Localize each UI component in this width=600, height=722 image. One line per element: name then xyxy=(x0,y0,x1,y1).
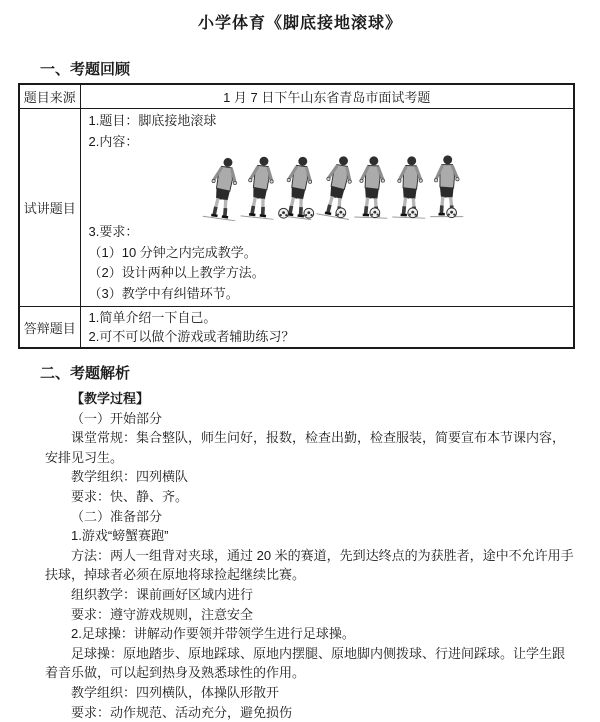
defense-question-2: 2.可不可以做个游戏或者辅助练习？ xyxy=(89,327,568,346)
table-row-source xyxy=(19,84,574,109)
analysis-paragraph: 要求：动作规范、活动充分，避免损伤 xyxy=(45,703,575,722)
analysis-paragraph: 要求：快、静、齐。 xyxy=(45,487,575,507)
analysis-paragraph: 课堂常规：集合整队，师生问好，报数，检查出勤，检查服装，简要宣布本节课内容，安排见习生。 xyxy=(45,428,575,467)
lecture-line-content: 2.内容： xyxy=(89,132,568,153)
row-label-lecture: 试讲题目 xyxy=(19,109,80,307)
soccer-ball-icon xyxy=(336,208,346,218)
analysis-body xyxy=(45,389,575,722)
analysis-paragraph: 2.足球操：讲解动作要领并带领学生进行足球操。 xyxy=(45,624,575,644)
soccer-ball-icon xyxy=(408,208,418,218)
section-heading-analysis: 二、考题解析 xyxy=(40,362,600,383)
analysis-paragraph: 教学组织：四列横队 xyxy=(45,467,575,487)
soccer-ball-icon xyxy=(304,208,314,218)
player-figure-icon xyxy=(240,155,279,219)
page-title: 小学体育《脚底接地滚球》 xyxy=(0,0,600,33)
table-row-defense xyxy=(19,307,574,349)
lecture-requirement-2: （2）设计两种以上教学方法。 xyxy=(89,263,568,284)
analysis-paragraph: 足球操：原地踏步、原地踩球、原地内摆腿、原地脚内侧拨球、行进间踩球。让学生跟着音乐做，可以起到热身及熟悉球性的作用。 xyxy=(45,644,575,683)
row-label-defense: 答辩题目 xyxy=(19,307,80,349)
defense-question-1: 1.简单介绍一下自己。 xyxy=(89,308,568,327)
review-table xyxy=(18,83,575,349)
table-row-lecture xyxy=(19,109,574,307)
soccer-drill-illustration xyxy=(89,152,568,222)
row-label-source: 题目来源 xyxy=(19,84,80,109)
lecture-cell xyxy=(80,109,574,307)
analysis-subheading: 【教学过程】 xyxy=(45,389,575,409)
soccer-ball-icon xyxy=(370,208,380,218)
analysis-paragraph: 1.游戏“螃蟹赛跑” xyxy=(45,526,575,546)
soccer-ball-icon xyxy=(446,208,456,218)
analysis-paragraph: （二）准备部分 xyxy=(45,507,575,527)
section-heading-review: 一、考题回顾 xyxy=(40,58,600,79)
analysis-paragraph: 组织教学：课前画好区域内进行 xyxy=(45,585,575,605)
soccer-ball-icon xyxy=(278,208,288,218)
defense-cell xyxy=(80,307,574,349)
lecture-line-title: 1.题目：脚底接地滚球 xyxy=(89,111,568,132)
analysis-paragraph: （一）开始部分 xyxy=(45,409,575,429)
lecture-requirement-1: （1）10 分钟之内完成教学。 xyxy=(89,243,568,264)
lecture-requirement-3: （3）教学中有纠错环节。 xyxy=(89,284,568,305)
lecture-line-require: 3.要求： xyxy=(89,222,568,243)
source-value: 1 月 7 日下午山东省青岛市面试考题 xyxy=(80,84,574,109)
player-figure-icon xyxy=(430,155,463,216)
analysis-paragraph: 要求：遵守游戏规则，注意安全 xyxy=(45,605,575,625)
player-figure-icon xyxy=(202,156,243,221)
analysis-paragraph: 教学组织：四列横队，体操队形散开 xyxy=(45,683,575,703)
analysis-paragraph: 方法：两人一组背对夹球，通过 20 米的赛道，先到达终点的为获胜者，途中不允许用手扶球，掉球者必须在原地将球捡起继续比赛。 xyxy=(45,546,575,585)
